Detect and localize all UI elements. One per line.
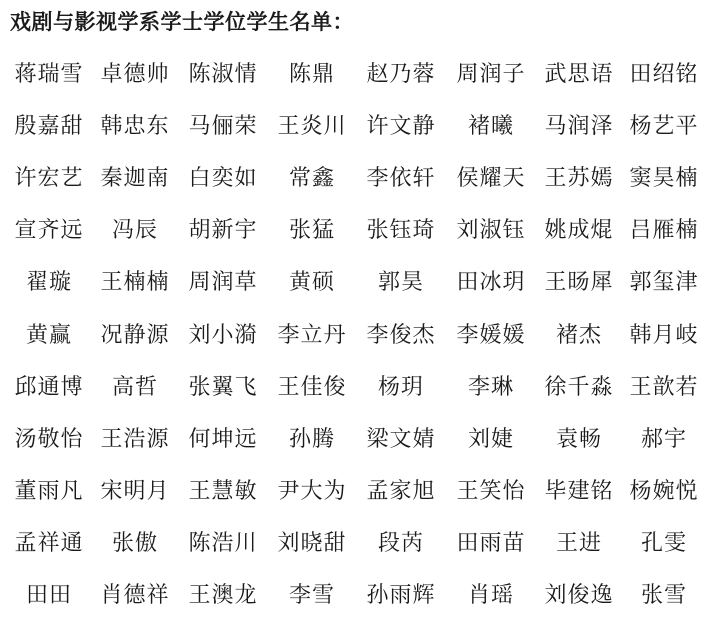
student-name: 王歆若 [629,374,699,400]
student-name: 杨玥 [377,374,424,400]
student-name: 宣齐远 [14,218,84,244]
student-name: 刘淑钰 [456,218,526,244]
student-name: 周润草 [188,270,258,296]
student-name: 赵乃蓉 [366,61,436,87]
student-name: 郝宇 [640,426,687,452]
name-row [6,307,706,359]
student-name: 冯辰 [111,218,158,244]
name-row [6,516,706,568]
student-name: 刘小漪 [188,322,258,348]
student-name: 王浩源 [100,426,170,452]
student-name: 田绍铭 [629,61,699,87]
student-name: 马俪荣 [188,113,258,139]
student-name: 姚成焜 [544,218,614,244]
name-row [6,411,706,463]
student-name: 王佳俊 [277,374,347,400]
student-name: 尹大为 [277,479,347,505]
student-name: 白奕如 [188,165,258,191]
student-name: 郭玺津 [629,270,699,296]
student-name: 陈浩川 [188,531,258,557]
student-name: 刘俊逸 [544,583,614,609]
student-name: 许宏艺 [14,165,84,191]
name-row [6,568,706,620]
student-name: 田雨苗 [456,531,526,557]
student-name: 孙雨辉 [366,583,436,609]
student-name: 王旸犀 [544,270,614,296]
student-name: 陈鼎 [288,61,335,87]
student-name: 胡新宇 [188,218,258,244]
student-name: 王进 [555,531,602,557]
name-row [6,464,706,516]
student-name: 徐千淼 [544,374,614,400]
student-name: 张翼飞 [188,374,258,400]
student-name: 王笑怡 [456,479,526,505]
student-name: 李琳 [467,374,514,400]
student-name: 卓德帅 [100,61,170,87]
student-name: 许文静 [366,113,436,139]
student-name: 梁文婧 [366,426,436,452]
student-name: 段芮 [377,531,424,557]
student-name: 黄硕 [288,270,335,296]
name-row [6,46,706,98]
student-name: 韩月岐 [629,322,699,348]
student-name: 高哲 [111,374,158,400]
student-name: 窦昊楠 [629,165,699,191]
student-name: 郭昊 [377,270,424,296]
student-name: 王苏嫣 [544,165,614,191]
student-name: 秦迦南 [100,165,170,191]
student-name: 李立丹 [277,322,347,348]
student-name: 孟祥通 [14,531,84,557]
student-name: 毕建铭 [544,479,614,505]
student-name: 黄赢 [25,322,72,348]
student-name: 刘婕 [467,426,514,452]
student-name: 杨婉悦 [629,479,699,505]
student-name: 张钰琦 [366,218,436,244]
student-name: 李雪 [288,583,335,609]
student-name: 孙腾 [288,426,335,452]
student-name: 李媛媛 [456,322,526,348]
student-name: 况静源 [100,322,170,348]
student-name: 王炎川 [277,113,347,139]
document-title: 戏剧与影视学系学士学位学生名单： [10,10,354,34]
student-name: 田田 [25,583,72,609]
student-name: 杨艺平 [629,113,699,139]
student-name: 肖德祥 [100,583,170,609]
student-name: 王慧敏 [188,479,258,505]
student-name: 殷嘉甜 [14,113,84,139]
name-row [6,203,706,255]
student-name: 侯耀天 [456,165,526,191]
student-name: 陈淑情 [188,61,258,87]
student-name: 孔雯 [640,531,687,557]
student-name: 李俊杰 [366,322,436,348]
student-name: 张傲 [111,531,158,557]
student-name: 肖瑶 [467,583,514,609]
student-name: 孟家旭 [366,479,436,505]
name-list [6,46,706,620]
student-name: 宋明月 [100,479,170,505]
name-row [6,98,706,150]
student-name: 韩忠东 [100,113,170,139]
student-name: 马润泽 [544,113,614,139]
student-name: 吕雁楠 [629,218,699,244]
student-name: 王楠楠 [100,270,170,296]
student-name: 刘晓甜 [277,531,347,557]
student-name: 董雨凡 [14,479,84,505]
student-name: 袁畅 [555,426,602,452]
student-name: 武思语 [544,61,614,87]
student-name: 翟璇 [25,270,72,296]
student-name: 褚杰 [555,322,602,348]
student-name: 田冰玥 [456,270,526,296]
student-name: 汤敬怡 [14,426,84,452]
student-name: 何坤远 [188,426,258,452]
student-name: 常鑫 [288,165,335,191]
student-name: 邱通博 [14,374,84,400]
student-name: 张猛 [288,218,335,244]
student-name: 王澳龙 [188,583,258,609]
student-name: 褚曦 [467,113,514,139]
name-row [6,255,706,307]
student-name: 李依轩 [366,165,436,191]
student-name: 张雪 [640,583,687,609]
student-name: 蒋瑞雪 [14,61,84,87]
name-row [6,150,706,202]
student-name: 周润子 [456,61,526,87]
name-row [6,359,706,411]
